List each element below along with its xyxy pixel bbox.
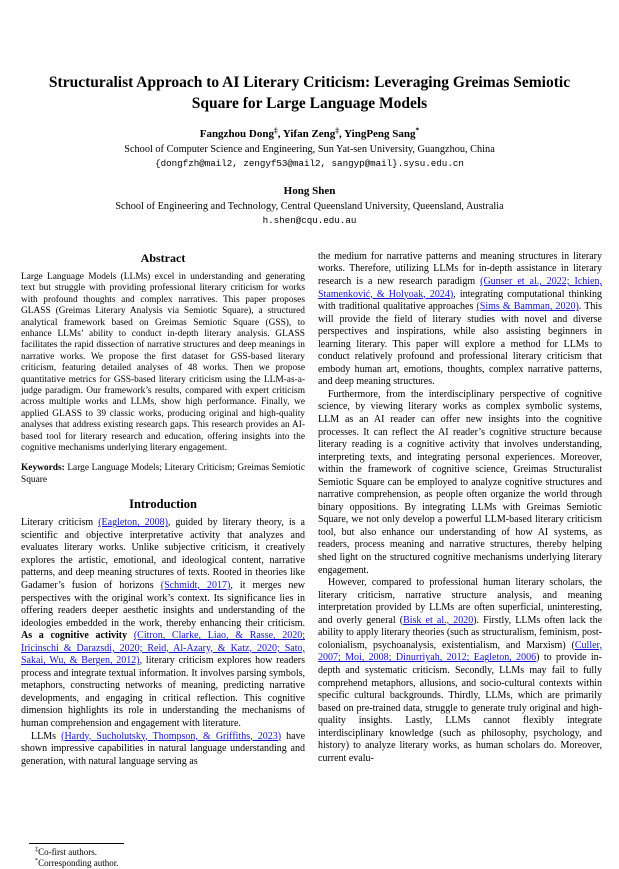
citation-link[interactable]: Bisk et al., 2020 [403, 614, 474, 626]
affiliation-2: School of Engineering and Technology, Central Queensland University, Queensland, Australia [115, 200, 504, 212]
footnote-block [21, 843, 305, 869]
two-column-body [0, 251, 619, 869]
text-segment: , guided by literary theory, is a scientific and objective interpretative activity that analyzes and evaluates literary works. Unlike subjective criticism, it creatively explores the artistic, emotional, and ideological content, narrative patterns, and deep meaning structures of texts. Rooted in theories like Gadamer’s fusion of horizons [21, 517, 305, 591]
citation-link[interactable]: (Citron, Clarke, Liao, & Rasse, 2020; Iricinschi & Darazsdi, 2020; Reid, Al-Azary, & Katz, 2020; Sato, Sakai, Wu, & Bergen, 2012) [21, 630, 305, 667]
text-segment: , integrating computational thinking with traditional qualitative approaches [318, 288, 602, 313]
introduction-right-paragraphs [318, 251, 602, 765]
citation-link[interactable]: Culler, 2007; Moi, 2008; Dinurriyah, 2012; Eagleton, 2006 [318, 639, 602, 664]
introduction-left-paragraphs [21, 517, 305, 768]
affiliation-1: School of Computer Science and Engineering, Sun Yat-sen University, Guangzhou, China [124, 143, 495, 155]
text-segment: ) to provide in-depth and systematic criticism. Secondly, LLMs may fail to fully comprehend metaphors, allusions, and socio-cultural contexts within specific cultural backgrounds. Thirdly, LLMs, which are primarily based on pre-trained data, struggle to generate truly original and high-quality insights. Lastly, LLMs cannot flexibly integrate interdisciplinary knowledge (such as philosophy, psychology, and history) to analyze literary works, as human scholars do. Moreover, current evalu- [318, 652, 602, 764]
footnote-corresponding [21, 858, 305, 869]
right-column [318, 251, 602, 869]
text-segment: Literary criticism [21, 517, 99, 529]
body-paragraph [21, 517, 305, 730]
body-paragraph [318, 251, 602, 389]
keywords-label: Keywords: [21, 463, 65, 474]
text-segment: the medium for narrative patterns and meaning structures in literary works. Therefore, utilizing LLMs for in-depth assistance in literary research is a new research paradigm [318, 250, 602, 287]
text-segment: . This will provide the field of literary studies with novel and diverse perspectives and inspirations, while also assisting beginners in learning literary. This paper will explore a method for LLMs to conduct relatively profound and professional literary criticism that embody human art, emotions, thoughts, complex narrative patterns, and deep meaning structures. [318, 301, 602, 388]
text-segment: , YingPeng Sang [339, 127, 416, 140]
superscript-marker: * [35, 857, 39, 864]
citation-link[interactable]: (Hardy, Sucholutsky, Thompson, & Griffiths, 2023) [61, 730, 282, 742]
author-name-2: Hong Shen [283, 184, 336, 197]
citation-link[interactable]: (Gunser et al., 2022; Ichien, Stamenković, & Holyoak, 2024) [318, 276, 602, 300]
text-segment: LLMs [31, 730, 62, 742]
body-paragraph [318, 389, 602, 577]
paper-title: Structuralist Approach to AI Literary Criticism: Leveraging Greimas Semiotic Square for Large Language Models [48, 74, 571, 113]
keywords-text: Large Language Models; Literary Criticism; Greimas Semiotic Square [21, 463, 305, 485]
introduction-heading: Introduction [129, 497, 197, 512]
author-names [0, 125, 619, 142]
footnote-cofirst [21, 847, 305, 858]
text-segment: Furthermore, from the interdisciplinary perspective of cognitive science, by viewing literary works as complex symbolic systems, LLM as an AI reader can offer new insights into the cognitive processes. It can reflect the AI reader’s cognitive structure because literary reading is a cognitive activity that involves understanding, interpreting texts, and integrating personal experiences. Moreover, within the framework of cognitive science, Greimas Structuralist Semiotic Square can be employed to analyze cognitive structures and narrative comprehension, as people often organize the world through binary oppositions. By integrating LLMs with Greimas Semiotic Square, we not only develop a powerful LLM-based literary criticism tool, but also enhance our understanding of how AI systems, as readers, process meaning and narrative structures, thereby helping shed light on the structured cognitive mechanisms underlying literary engagement. [318, 388, 602, 576]
text-segment: , it merges new perspectives with the original work’s context. Its significance lies in offering readers deeper aesthetic insights and understanding of the ideologies embedded in the work, thereby enhancing their criticism. [21, 579, 305, 629]
abstract-text: Large Language Models (LLMs) excel in understanding and generating text but struggle with providing professional literary criticism for works with profound thoughts and complex narratives. This paper proposes GLASS (Greimas Literary Analysis via Semiotic Square), a structured analytical framework based on Greimas Semiotic Square (GSS), to enhance LLMs’ ability to conduct in-depth literary analysis. GLASS facilitates the rapid dissection of narrative structures and deep meanings in narrative works. We propose the first dataset for GSS-based literary criticism, featuring detailed analyses of 48 works. Then we propose quantitative metrics for GSS-based literary criticism using the LLM-as-a-judge paradigm. Our framework’s results, compared with expert criticism across multiple works and LLMs, show high performance. Finally, we applied GLASS to 39 classic works, producing original and high-quality analyses that address existing research gaps. This research provides an AI-based tool for literary research and education, offering insights into the cognitive mechanisms underlying literary engagement. [21, 271, 305, 453]
keywords-line [21, 463, 305, 486]
email-line-1[interactable]: {dongfzh@mail2, zengyf53@mail2, sangyp@mail}.sysu.edu.cn [155, 157, 464, 169]
text-segment: Corresponding author. [38, 857, 119, 868]
text-segment: have shown impressive capabilities in natural language understanding and generation, with natural language serving as [21, 730, 305, 767]
text-segment: Fangzhou Dong [199, 127, 274, 140]
citation-link[interactable]: (Sims & Bamman, 2020) [476, 301, 579, 313]
text-segment: However, compared to professional human literary scholars, the literary criticism, narrative structure analysis, and meaning interpretation provided by LLMs are often superficial, uninteresting, and overly general ( [318, 577, 602, 626]
text-segment: ). Firstly, LLMs often lack the ability to apply literary theories (such as structuralism, feminism, post-colonialism, psychoanalysis, existentialism, and Marxism) ( [318, 614, 602, 651]
superscript-marker: * [415, 125, 420, 135]
text-segment: , Yifan Zeng [277, 127, 336, 140]
citation-link[interactable]: (Eagleton, 2008) [98, 517, 168, 529]
body-paragraph [21, 731, 305, 769]
superscript-marker: ‡ [274, 125, 278, 135]
citation-link[interactable]: (Schmidt, 2017) [160, 579, 231, 591]
footnote-rule [29, 843, 124, 844]
author-block-1 [0, 125, 619, 170]
left-column [21, 251, 305, 869]
abstract-heading: Abstract [140, 250, 186, 265]
email-line-2[interactable]: h.shen@cqu.edu.au [262, 214, 357, 226]
superscript-marker: ‡ [335, 125, 340, 135]
body-paragraph [318, 577, 602, 765]
text-segment: , literary criticism explores how readers process and integrate textual information. It involves parsing symbols, metaphors, constructing networks of meaning, predicting narrative developments, and engaging in critical reflection. This cognitive dimension highlights its role in understanding the mechanisms of human comprehension and engagement with literature. [21, 655, 305, 729]
author-block-2 [0, 185, 619, 227]
text-segment: Co-first authors. [38, 846, 98, 857]
text-segment: As a cognitive activity [21, 630, 134, 642]
superscript-marker: ‡ [35, 846, 39, 853]
